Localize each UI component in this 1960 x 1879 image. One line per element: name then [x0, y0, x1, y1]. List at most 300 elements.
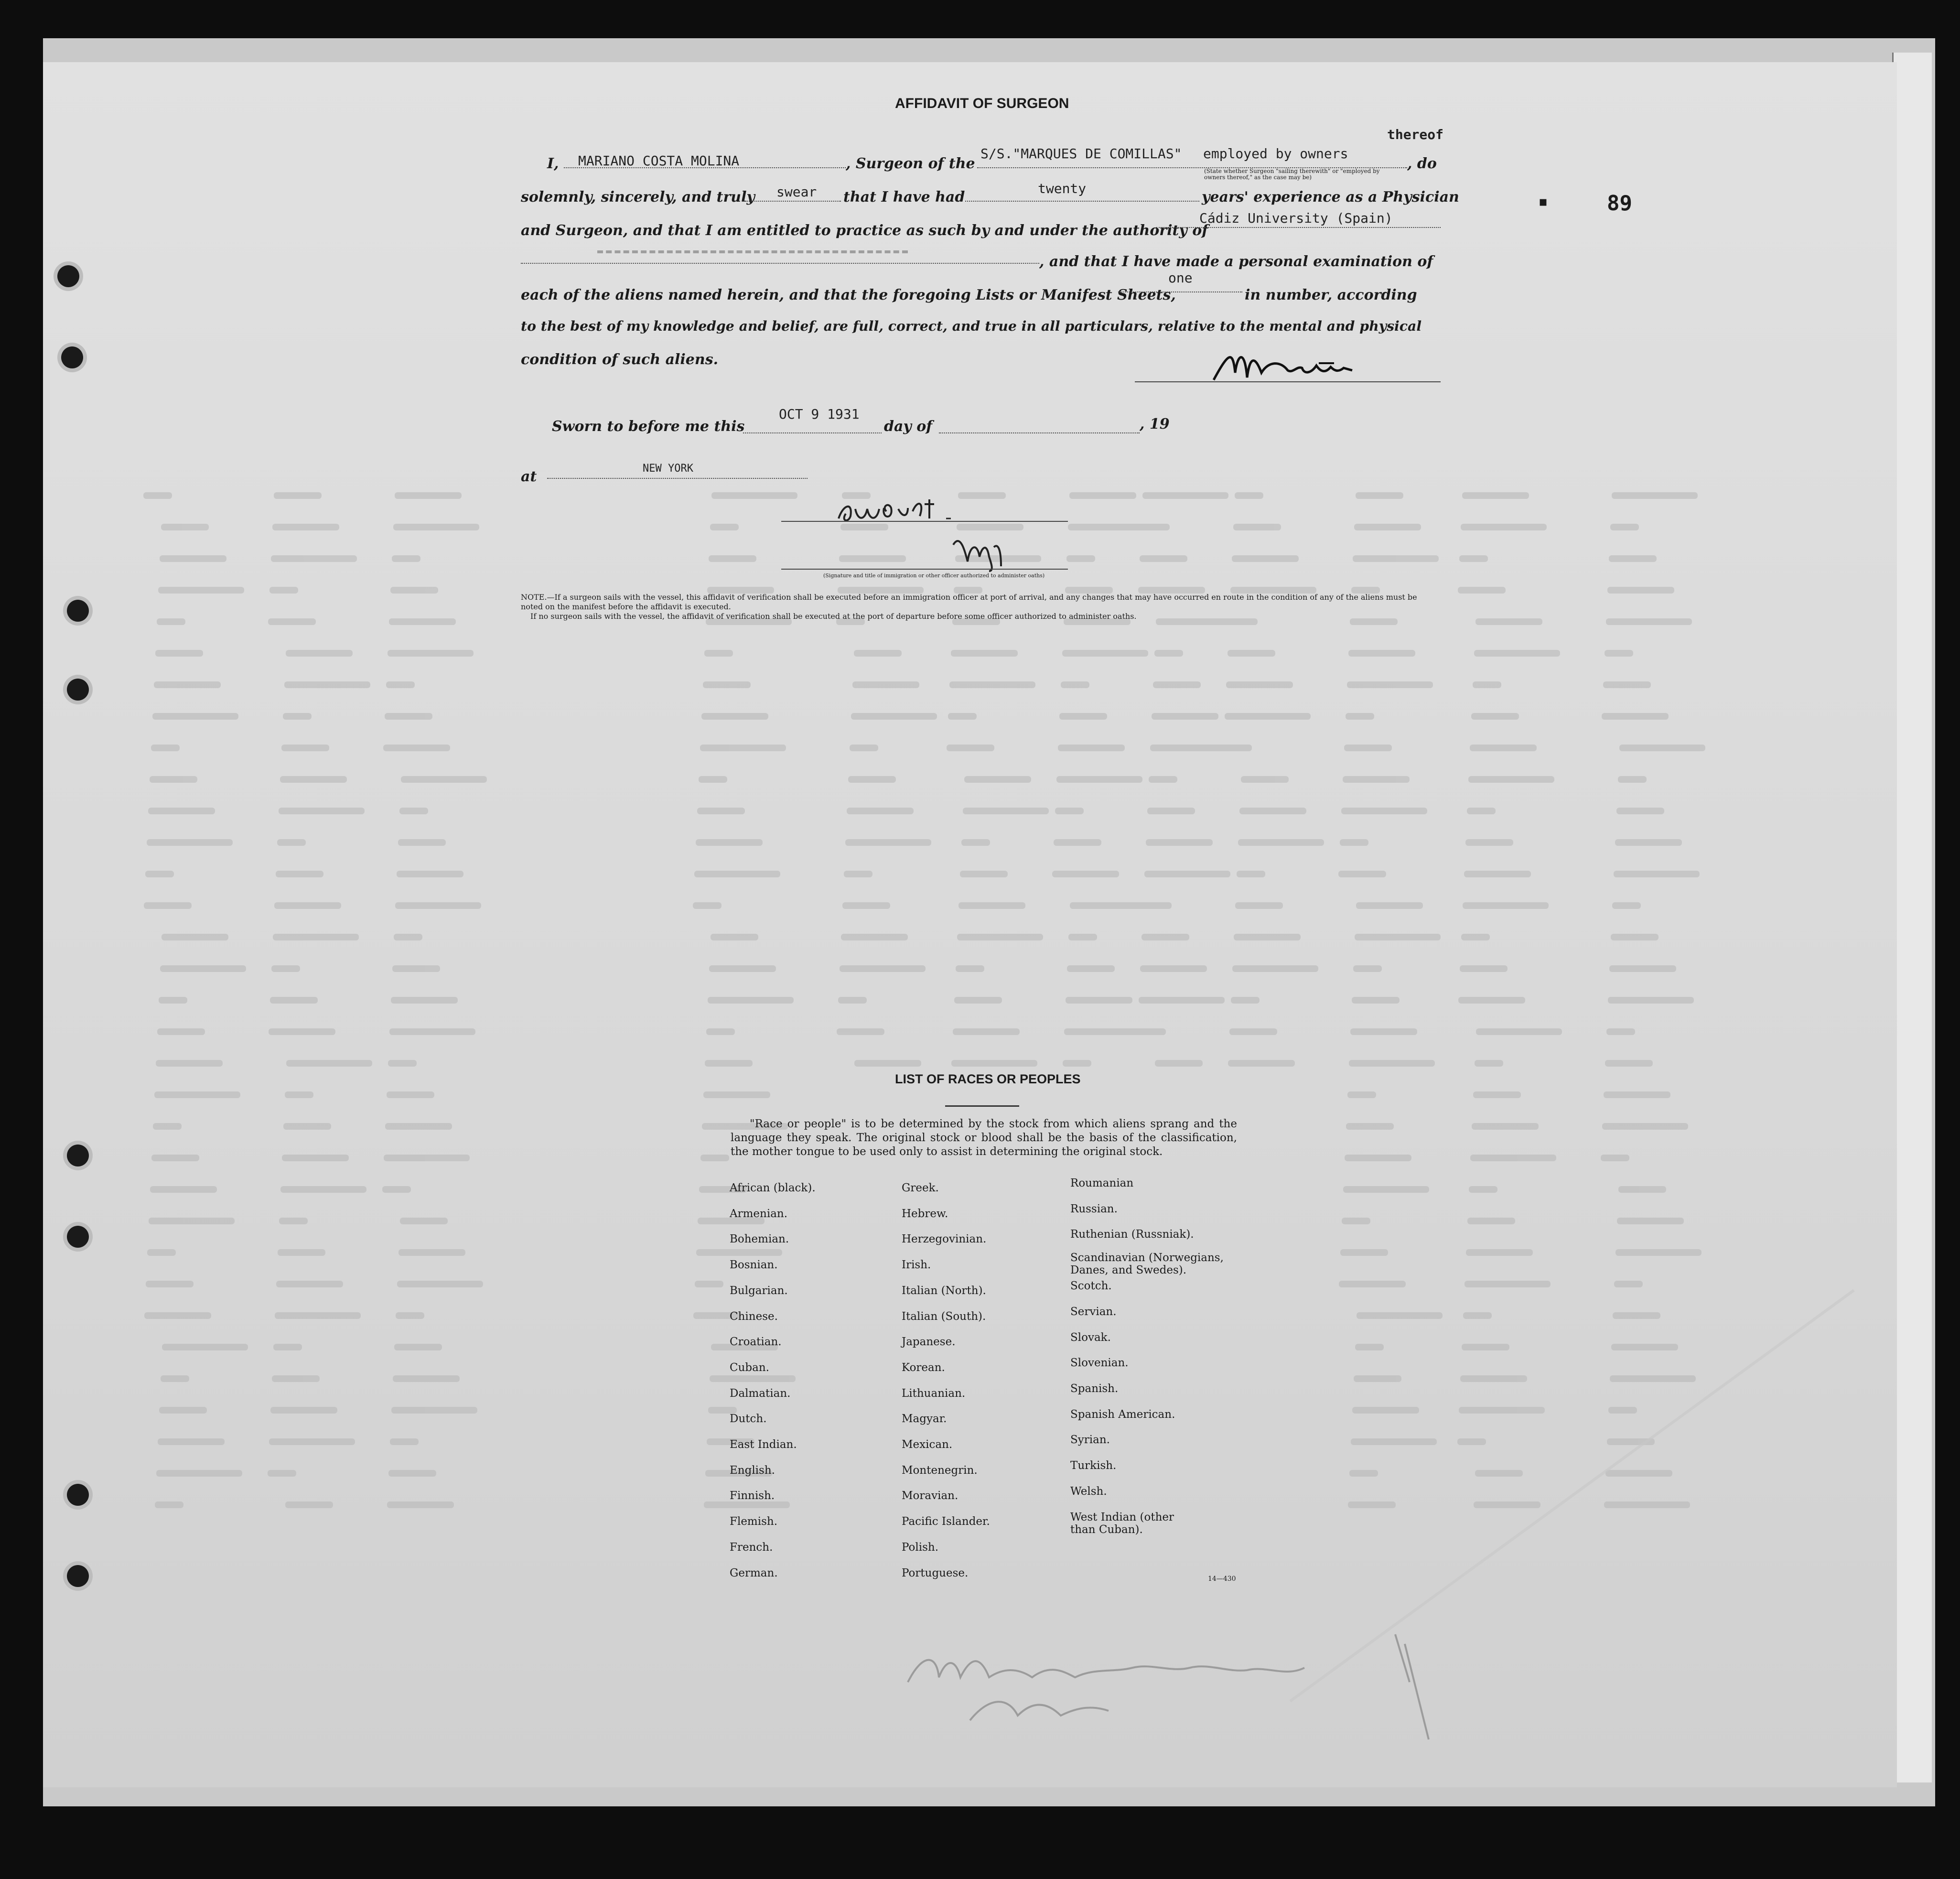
bleed-through-mark [700, 745, 786, 751]
bleed-through-mark [1344, 745, 1392, 751]
bleed-through-mark [1232, 555, 1299, 562]
bleed-through-mark [391, 1407, 477, 1414]
bleed-through-mark [147, 839, 233, 846]
knowledge-text: to the best of my knowledge and belief, are full, correct, and true in all particulars, relative to the mental and physical [521, 318, 1422, 334]
bleed-through-mark [954, 997, 1002, 1004]
race-item: East Indian. [730, 1438, 797, 1451]
bleed-through-mark [393, 524, 479, 530]
bleed-through-mark [711, 492, 797, 499]
bleed-through-mark [385, 713, 432, 720]
bleed-through-mark [851, 713, 937, 720]
bleed-through-mark [1352, 1407, 1419, 1414]
race-item: Dalmatian. [730, 1387, 791, 1400]
bleed-through-mark [1354, 524, 1421, 530]
bleed-through-mark [703, 681, 751, 688]
race-item: Spanish. [1070, 1382, 1119, 1395]
bleed-through-mark [1605, 1470, 1672, 1477]
bleed-through-mark [271, 965, 300, 972]
bleed-through-mark [697, 808, 745, 814]
bleed-through-mark [1470, 745, 1537, 751]
bleed-through-mark [1231, 997, 1260, 1004]
bleed-through-mark [1468, 776, 1554, 783]
bleed-through-mark [386, 681, 415, 688]
bleed-through-mark [1347, 681, 1433, 688]
bleed-through-mark [1614, 1281, 1643, 1287]
bleed-through-mark [1609, 555, 1657, 562]
bleed-through-mark [1601, 1155, 1629, 1161]
bleed-through-mark [153, 1123, 182, 1130]
race-item: Herzegovinian. [902, 1233, 987, 1246]
bleed-through-mark [274, 902, 341, 909]
bleed-through-mark [286, 650, 353, 657]
race-item: Finnish. [730, 1490, 775, 1502]
bleed-through-mark [696, 839, 763, 846]
bleed-through-mark [1141, 524, 1170, 530]
race-item: Moravian. [902, 1490, 958, 1502]
year-text: , 19 [1140, 416, 1170, 432]
bleed-through-mark [1352, 997, 1400, 1004]
races-title-underline [945, 1105, 1019, 1107]
bleed-through-mark [1353, 555, 1439, 562]
race-item: West Indian (other than Cuban). [1070, 1511, 1174, 1536]
bleed-through-mark [1474, 650, 1560, 657]
bleed-through-mark [1054, 839, 1101, 846]
bleed-through-mark [392, 965, 440, 972]
bleed-through-mark [1618, 1186, 1666, 1193]
race-item: Turkish. [1070, 1459, 1117, 1472]
bleed-through-mark [711, 934, 758, 940]
affidavit-i: I, [547, 155, 559, 172]
bleed-through-mark [1608, 1407, 1637, 1414]
bleed-through-mark [1604, 1501, 1690, 1508]
bleed-through-mark [269, 587, 298, 594]
page-number: 89 [1607, 191, 1632, 216]
bleed-through-mark [1241, 776, 1289, 783]
race-item: Spanish American. [1070, 1408, 1175, 1421]
race-item: Scotch. [1070, 1280, 1112, 1293]
bleed-through-mark [1226, 681, 1293, 688]
bleed-through-mark [394, 1344, 442, 1350]
bleed-through-mark [1615, 839, 1682, 846]
bleed-through-mark [383, 745, 450, 751]
bleed-through-mark [1460, 1375, 1527, 1382]
bleed-through-mark [1056, 776, 1142, 783]
bleed-through-mark [1353, 965, 1382, 972]
bleed-through-mark [1618, 776, 1647, 783]
bleed-through-mark [705, 1060, 753, 1067]
authority-text: and Surgeon, and that I am entitled to practice as such by and under the authority of [521, 222, 1208, 239]
bleed-through-mark [159, 1407, 207, 1414]
bleed-through-mark [387, 1091, 434, 1098]
bleed-through-mark [1349, 1470, 1378, 1477]
officer-title-line [781, 569, 1068, 570]
bleed-through-mark [392, 555, 420, 562]
employed-by-text: employed by owners [1203, 146, 1348, 162]
bleed-through-mark [953, 1028, 1020, 1035]
bleed-through-mark [1140, 555, 1187, 562]
bleed-through-mark [151, 1155, 199, 1161]
bleed-through-mark [709, 965, 776, 972]
bleed-through-mark [388, 650, 474, 657]
vessel-instruction: (State whether Surgeon "sailing therewith" or "employed by owners thereof," as the case may be) [1204, 168, 1380, 181]
race-item: African (black). [730, 1182, 816, 1194]
bleed-through-mark [285, 1091, 313, 1098]
bleed-through-mark [391, 997, 458, 1004]
race-item: Greek. [902, 1182, 939, 1194]
bleed-through-mark [1460, 965, 1508, 972]
race-item: Slovenian. [1070, 1357, 1129, 1370]
bleed-through-mark [397, 1281, 483, 1287]
race-item: Armenian. [730, 1207, 788, 1220]
bleed-through-mark [694, 871, 780, 877]
bleed-through-mark [395, 492, 462, 499]
bleed-through-mark [1225, 713, 1311, 720]
bleed-through-mark [1345, 1155, 1411, 1161]
sworn-text: Sworn to before me this [552, 418, 745, 435]
bleed-through-mark [399, 808, 428, 814]
bleed-through-mark [693, 902, 722, 909]
bleed-through-mark [155, 650, 203, 657]
race-item: Hebrew. [902, 1207, 948, 1220]
bleed-through-mark [157, 1028, 205, 1035]
licensing-authority: Cádiz University (Spain) [1199, 210, 1393, 226]
bleed-through-mark [382, 1186, 411, 1193]
officer-signature [836, 490, 1018, 573]
bleed-through-mark [844, 871, 872, 877]
race-item: Magyar. [902, 1413, 947, 1425]
bleed-through-mark [161, 524, 209, 530]
bleed-through-mark [1238, 839, 1324, 846]
race-item: Bulgarian. [730, 1284, 788, 1297]
bleed-through-mark [854, 1060, 921, 1067]
race-item: Montenegrin. [902, 1464, 978, 1477]
sworn-date-line [743, 432, 882, 433]
bleed-through-mark [837, 1028, 884, 1035]
bleed-through-mark [276, 871, 323, 877]
races-column-3 [1070, 1171, 1242, 1537]
bleed-through-mark [160, 555, 226, 562]
race-item: German. [730, 1566, 778, 1579]
foregoing-lists-text: each of the aliens named herein, and that the foregoing Lists or Manifest Sheets, [521, 287, 1176, 303]
bleed-through-mark [951, 1060, 1037, 1067]
race-item: Scandinavian (Norwegians, Danes, and Swedes). [1070, 1252, 1224, 1277]
race-item: Servian. [1070, 1305, 1117, 1318]
sheet-count: one [1168, 270, 1193, 286]
bleed-through-mark [156, 1470, 242, 1477]
bleed-through-mark [1463, 902, 1549, 909]
bleed-through-mark [390, 587, 438, 594]
bleed-through-mark [703, 1091, 770, 1098]
bleed-through-mark [1603, 681, 1651, 688]
bleed-through-mark [1473, 681, 1501, 688]
bleed-through-mark [278, 1249, 325, 1256]
bleed-through-mark [1142, 934, 1189, 940]
race-item: English. [730, 1464, 775, 1477]
bleed-through-mark [848, 776, 896, 783]
race-item: Mexican. [902, 1438, 953, 1451]
bleed-through-mark [1473, 1091, 1521, 1098]
bleed-through-mark [1343, 776, 1410, 783]
bleed-through-mark [1469, 1186, 1497, 1193]
bleed-through-mark [385, 1123, 452, 1130]
bleed-through-mark [847, 808, 914, 814]
bleed-through-mark [1340, 1249, 1388, 1256]
race-item: Irish. [902, 1259, 931, 1272]
bleed-through-mark [1461, 934, 1490, 940]
bleed-through-mark [1067, 965, 1115, 972]
bleed-through-mark [1357, 1312, 1443, 1319]
bleed-through-mark [396, 1312, 424, 1319]
bleed-through-mark [1144, 871, 1230, 877]
bleed-through-mark [162, 1344, 248, 1350]
bleed-through-mark [284, 681, 370, 688]
bleed-through-mark [709, 555, 756, 562]
bleed-through-mark [958, 902, 1025, 909]
bleed-through-mark [155, 1501, 183, 1508]
affidavit-note-1: NOTE.—If a surgeon sails with the vessel, this affidavit of verification shall be executed before an immigration officer at port of arrival, and any changes that may have occurred en route in the condition of any of the aliens must be noted on the manifest before the affidavit is executed. [521, 593, 1417, 611]
bleed-through-mark [1343, 1186, 1429, 1193]
race-item: Flemish. [730, 1515, 778, 1528]
bleed-through-mark [1474, 1501, 1540, 1508]
bleed-through-mark [1355, 934, 1441, 940]
personal-examination-text: , and that I have made a personal examination of [1039, 253, 1433, 270]
bleed-through-mark [1464, 871, 1531, 877]
in-number-text: in number, according [1245, 287, 1417, 303]
at-text: at [521, 468, 537, 485]
race-item: Roumanian [1070, 1177, 1134, 1189]
bleed-through-mark [1606, 618, 1692, 625]
bleed-through-mark [1066, 555, 1095, 562]
races-column-1 [730, 1176, 816, 1586]
bleed-through-mark [1615, 1249, 1702, 1256]
race-item: Portuguese. [902, 1566, 969, 1579]
race-item: Polish. [902, 1541, 939, 1554]
bleed-through-mark [1143, 902, 1172, 909]
bleed-through-mark [1466, 1249, 1533, 1256]
bleed-through-mark [961, 839, 990, 846]
bleed-through-mark [1608, 997, 1694, 1004]
bleed-through-mark [1475, 1060, 1503, 1067]
bleed-through-mark [1604, 1091, 1670, 1098]
officer-caption: (Signature and title of immigration or other officer authorized to administer oaths) [823, 572, 1045, 579]
surgeon-signature-line [1135, 381, 1441, 382]
years-of-experience: twenty [1038, 181, 1087, 196]
bleed-through-mark [1346, 713, 1374, 720]
bleed-through-mark [1235, 492, 1263, 499]
bleed-through-mark [1155, 1060, 1203, 1067]
bleed-through-mark [395, 902, 481, 909]
bleed-through-mark [1154, 650, 1183, 657]
bleed-through-mark [1470, 1155, 1556, 1161]
race-item: Slovak. [1070, 1331, 1111, 1344]
race-item: Ruthenian (Russniak). [1070, 1228, 1194, 1241]
sworn-place: NEW YORK [643, 463, 693, 475]
bleed-through-mark [963, 808, 1049, 814]
bleed-through-mark [1147, 808, 1195, 814]
race-item: Japanese. [902, 1336, 956, 1349]
bleed-through-mark [1606, 1028, 1635, 1035]
bleed-through-mark [394, 934, 422, 940]
officer-signature-line [781, 521, 1068, 522]
bleed-through-mark [1139, 997, 1225, 1004]
bleed-through-mark [1066, 997, 1132, 1004]
bleed-through-mark [1610, 1375, 1696, 1382]
bleed-through-mark [1069, 492, 1136, 499]
bleed-through-mark [1476, 1028, 1562, 1035]
bleed-through-mark [148, 808, 215, 814]
bleed-through-mark [1351, 1438, 1437, 1445]
race-item: Bohemian. [730, 1233, 789, 1246]
bleed-through-mark [272, 1375, 320, 1382]
bleed-through-mark [1461, 524, 1547, 530]
bleed-through-mark [154, 1091, 240, 1098]
bleed-through-mark [951, 650, 1018, 657]
bleed-through-mark [1602, 713, 1669, 720]
bleed-through-mark [842, 902, 890, 909]
race-item: Dutch. [730, 1413, 767, 1425]
bleed-through-mark [964, 776, 1031, 783]
day-of-text: day of [884, 418, 933, 435]
bleed-through-mark [1152, 713, 1218, 720]
bleed-through-mark [388, 1470, 436, 1477]
bleed-through-mark [1617, 1218, 1684, 1224]
bleed-through-mark [1612, 902, 1641, 909]
bleed-through-mark [704, 650, 733, 657]
years-experience-text: years' experience as a Physician [1202, 189, 1459, 205]
race-item: French. [730, 1541, 773, 1554]
do-text: , do [1407, 155, 1437, 172]
bleed-through-mark [1232, 965, 1318, 972]
place-line [547, 478, 808, 479]
bleed-through-mark [1614, 871, 1700, 877]
bleed-through-mark [708, 997, 794, 1004]
bleed-through-mark [1602, 1123, 1688, 1130]
affidavit-note-2: If no surgeon sails with the vessel, the affidavit of verification shall be executed at the port of departure before some officer authorized to administer oaths. [530, 612, 1137, 621]
bleed-through-mark [1349, 1060, 1435, 1067]
bleed-through-mark [1153, 681, 1201, 688]
bleed-through-mark [152, 713, 238, 720]
bleed-through-mark [1233, 524, 1281, 530]
bleed-through-mark [280, 1186, 366, 1193]
bleed-through-mark [845, 839, 931, 846]
bleed-through-mark [1471, 713, 1519, 720]
bleed-through-mark [283, 1123, 331, 1130]
bleed-through-mark [1237, 871, 1265, 877]
bleed-through-mark [1458, 997, 1525, 1004]
bleed-through-mark [1458, 587, 1506, 594]
bleed-through-mark [144, 902, 192, 909]
bleed-through-mark [1059, 713, 1107, 720]
bleed-through-mark [1475, 1470, 1523, 1477]
bleed-through-mark [160, 965, 246, 972]
bleed-through-mark [397, 871, 463, 877]
thereof-text: thereof [1387, 127, 1444, 142]
form-number: 14—430 [1208, 1575, 1236, 1583]
bleed-through-mark [157, 618, 185, 625]
bleed-through-mark [269, 1028, 335, 1035]
bleed-through-mark [1462, 492, 1529, 499]
bleed-through-mark [149, 1218, 235, 1224]
race-item: Bosnian. [730, 1259, 778, 1272]
bleed-through-mark [1463, 1312, 1492, 1319]
bleed-through-mark [1619, 745, 1705, 751]
race-item: Russian. [1070, 1202, 1118, 1215]
bleed-through-mark [390, 1438, 419, 1445]
bleed-through-mark [1611, 1344, 1678, 1350]
surgeon-name: MARIANO COSTA MOLINA [578, 153, 740, 169]
bleed-through-mark [1610, 524, 1639, 530]
races-list-title: LIST OF RACES OR PEOPLES [895, 1072, 1081, 1086]
bleed-through-mark [1338, 871, 1386, 877]
bleed-through-mark [400, 1218, 448, 1224]
bleed-through-mark [143, 492, 172, 499]
bleed-through-mark [1063, 1060, 1091, 1067]
bleed-through-mark [384, 1155, 470, 1161]
bleed-through-mark [1467, 1218, 1515, 1224]
bleed-through-mark [270, 997, 318, 1004]
bleed-through-mark [838, 997, 867, 1004]
race-item: Italian (North). [902, 1284, 986, 1297]
race-item: Italian (South). [902, 1310, 986, 1323]
race-item: Croatian. [730, 1336, 782, 1349]
bleed-through-mark [1058, 745, 1125, 751]
bleed-through-mark [280, 776, 347, 783]
bleed-through-mark [1465, 839, 1513, 846]
bleed-through-mark [272, 524, 339, 530]
bleed-through-mark [1613, 1312, 1660, 1319]
bleed-through-mark [854, 650, 902, 657]
bleed-through-mark [1068, 934, 1097, 940]
oath-word: swear [776, 184, 817, 200]
bleed-through-mark [156, 1060, 223, 1067]
bleed-through-mark [269, 1438, 355, 1445]
bleed-through-mark [948, 713, 977, 720]
bleed-through-mark [286, 1060, 372, 1067]
bleed-through-mark [268, 618, 316, 625]
bleed-through-mark [283, 713, 312, 720]
bleed-through-mark [151, 745, 180, 751]
bleed-through-mark [1342, 1218, 1370, 1224]
race-item: Chinese. [730, 1310, 778, 1323]
bleed-through-mark [957, 934, 1043, 940]
bleed-through-mark [401, 776, 487, 783]
bleed-through-mark [158, 1438, 225, 1445]
bleed-through-mark [276, 1281, 343, 1287]
bleed-through-mark [1348, 1501, 1396, 1508]
bleed-through-mark [1223, 745, 1252, 751]
race-item: Cuban. [730, 1361, 769, 1374]
bleed-through-mark [701, 713, 768, 720]
races-intro: "Race or people" is to be determined by the stock from which aliens sprang and the language they speak. The original stock or blood shall be the basis of the classification, the mother tongue to be used only to assist in determining the original stock. [731, 1118, 1237, 1158]
bleed-through-mark [268, 1470, 296, 1477]
bleed-through-mark [1467, 808, 1496, 814]
bleed-through-mark [1354, 1375, 1401, 1382]
surgeon-name-line [564, 167, 846, 168]
bleed-through-mark [270, 1407, 337, 1414]
race-item: Pacific Islander. [902, 1515, 990, 1528]
bleed-through-mark [144, 1312, 211, 1319]
bleed-through-mark [852, 681, 919, 688]
races-column-2 [902, 1176, 990, 1586]
bleed-through-mark [159, 997, 187, 1004]
bleed-through-mark [158, 587, 244, 594]
bleed-through-mark [1611, 934, 1658, 940]
bleed-through-mark [275, 1312, 361, 1319]
bleed-through-mark [279, 808, 365, 814]
bleed-through-mark [1340, 839, 1368, 846]
bleed-through-mark [273, 934, 359, 940]
erased-text [597, 250, 908, 253]
